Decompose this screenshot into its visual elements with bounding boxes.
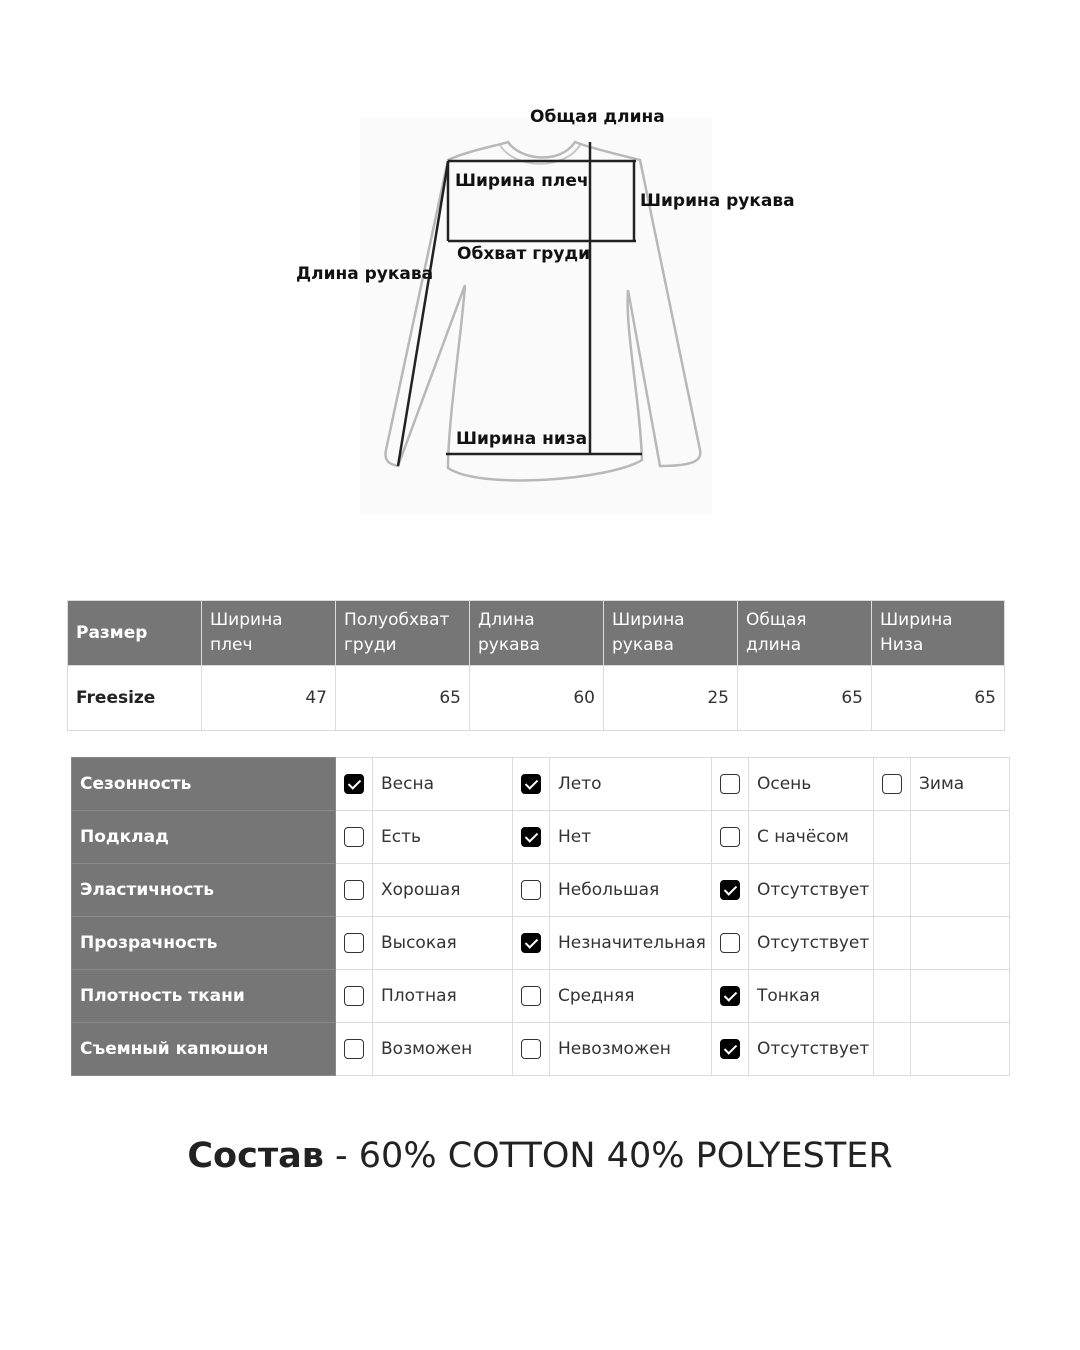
checkbox-checked[interactable]	[720, 880, 740, 900]
option-label: С начёсом	[749, 811, 874, 864]
option-label: Есть	[373, 811, 513, 864]
cell-sleeve-length: 60	[470, 666, 604, 731]
checkbox-cell	[336, 917, 373, 970]
composition-label: Состав	[187, 1136, 324, 1176]
checkbox-unchecked[interactable]	[720, 774, 740, 794]
label-chest: Обхват груди	[457, 244, 591, 264]
checkbox-unchecked[interactable]	[344, 1039, 364, 1059]
option-label: Тонкая	[749, 970, 874, 1023]
label-total-length: Общая длина	[530, 107, 665, 127]
checkbox-cell	[336, 758, 373, 811]
option-label: Возможен	[373, 1023, 513, 1076]
empty-cell	[874, 1023, 911, 1076]
property-label: Прозрачность	[72, 917, 336, 970]
composition-separator: -	[323, 1136, 359, 1176]
table-row	[72, 758, 1010, 811]
option-label: Плотная	[373, 970, 513, 1023]
checkbox-cell	[513, 758, 550, 811]
empty-cell	[911, 917, 1010, 970]
checkbox-checked[interactable]	[521, 933, 541, 953]
checkbox-unchecked[interactable]	[720, 933, 740, 953]
header-total-length: Общая длина	[738, 601, 872, 666]
checkbox-cell	[513, 864, 550, 917]
cell-sleeve-width: 25	[604, 666, 738, 731]
properties-table	[71, 757, 1010, 1076]
size-table	[67, 600, 1005, 731]
checkbox-unchecked[interactable]	[344, 933, 364, 953]
checkbox-cell	[336, 811, 373, 864]
option-label: Отсутствует	[749, 1023, 874, 1076]
empty-cell	[911, 1023, 1010, 1076]
checkbox-cell	[336, 1023, 373, 1076]
header-sleeve-length: Длина рукава	[470, 601, 604, 666]
size-table-header	[68, 601, 1005, 666]
checkbox-cell	[513, 811, 550, 864]
cell-half-chest: 65	[336, 666, 470, 731]
checkbox-checked[interactable]	[720, 1039, 740, 1059]
checkbox-cell	[336, 970, 373, 1023]
checkbox-cell	[513, 1023, 550, 1076]
checkbox-unchecked[interactable]	[720, 827, 740, 847]
checkbox-cell	[336, 864, 373, 917]
option-label: Высокая	[373, 917, 513, 970]
checkbox-cell	[513, 970, 550, 1023]
label-sleeve-length: Длина рукава	[296, 264, 434, 284]
checkbox-unchecked[interactable]	[521, 1039, 541, 1059]
property-label: Плотность ткани	[72, 970, 336, 1023]
option-label: Хорошая	[373, 864, 513, 917]
option-label: Отсутствует	[749, 864, 874, 917]
cell-total-length: 65	[738, 666, 872, 731]
checkbox-cell	[712, 864, 749, 917]
table-row	[68, 666, 1005, 731]
option-label: Лето	[550, 758, 712, 811]
option-label: Небольшая	[550, 864, 712, 917]
option-label: Зима	[911, 758, 1010, 811]
header-size: Размер	[68, 601, 202, 666]
table-row	[72, 811, 1010, 864]
checkbox-cell	[874, 758, 911, 811]
garment-diagram	[0, 0, 1080, 560]
checkbox-cell	[712, 811, 749, 864]
checkbox-checked[interactable]	[521, 774, 541, 794]
checkbox-unchecked[interactable]	[344, 827, 364, 847]
option-label: Осень	[749, 758, 874, 811]
checkbox-cell	[513, 917, 550, 970]
checkbox-unchecked[interactable]	[882, 774, 902, 794]
cell-size: Freesize	[68, 666, 202, 731]
checkbox-checked[interactable]	[720, 986, 740, 1006]
checkbox-unchecked[interactable]	[344, 986, 364, 1006]
header-half-chest: Полуобхват груди	[336, 601, 470, 666]
option-label: Отсутствует	[749, 917, 874, 970]
checkbox-cell	[712, 1023, 749, 1076]
empty-cell	[911, 864, 1010, 917]
cell-hem-width: 65	[872, 666, 1005, 731]
checkbox-cell	[712, 917, 749, 970]
property-label: Эластичность	[72, 864, 336, 917]
empty-cell	[911, 811, 1010, 864]
property-label: Сезонность	[72, 758, 336, 811]
checkbox-unchecked[interactable]	[521, 880, 541, 900]
option-label: Невозможен	[550, 1023, 712, 1076]
empty-cell	[911, 970, 1010, 1023]
empty-cell	[874, 864, 911, 917]
label-hem-width: Ширина низа	[456, 429, 588, 449]
table-row	[72, 864, 1010, 917]
garment-sketch	[0, 0, 1080, 560]
checkbox-cell	[712, 758, 749, 811]
label-shoulder-width: Ширина плеч	[455, 171, 589, 191]
checkbox-unchecked[interactable]	[344, 880, 364, 900]
composition-value: 60% COTTON 40% POLYESTER	[358, 1136, 893, 1176]
table-row	[72, 1023, 1010, 1076]
option-label: Нет	[550, 811, 712, 864]
checkbox-cell	[712, 970, 749, 1023]
checkbox-checked[interactable]	[344, 774, 364, 794]
option-label: Весна	[373, 758, 513, 811]
composition	[0, 1136, 1080, 1176]
empty-cell	[874, 970, 911, 1023]
empty-cell	[874, 917, 911, 970]
empty-cell	[874, 811, 911, 864]
table-row	[72, 970, 1010, 1023]
header-hem-width: Ширина Низа	[872, 601, 1005, 666]
label-sleeve-width: Ширина рукава	[640, 191, 795, 211]
cell-shoulder-width: 47	[202, 666, 336, 731]
checkbox-checked[interactable]	[521, 827, 541, 847]
header-shoulder-width: Ширина плеч	[202, 601, 336, 666]
property-label: Съемный капюшон	[72, 1023, 336, 1076]
option-label: Незначительная	[550, 917, 712, 970]
property-label: Подклад	[72, 811, 336, 864]
option-label: Средняя	[550, 970, 712, 1023]
checkbox-unchecked[interactable]	[521, 986, 541, 1006]
header-sleeve-width: Ширина рукава	[604, 601, 738, 666]
table-row	[72, 917, 1010, 970]
